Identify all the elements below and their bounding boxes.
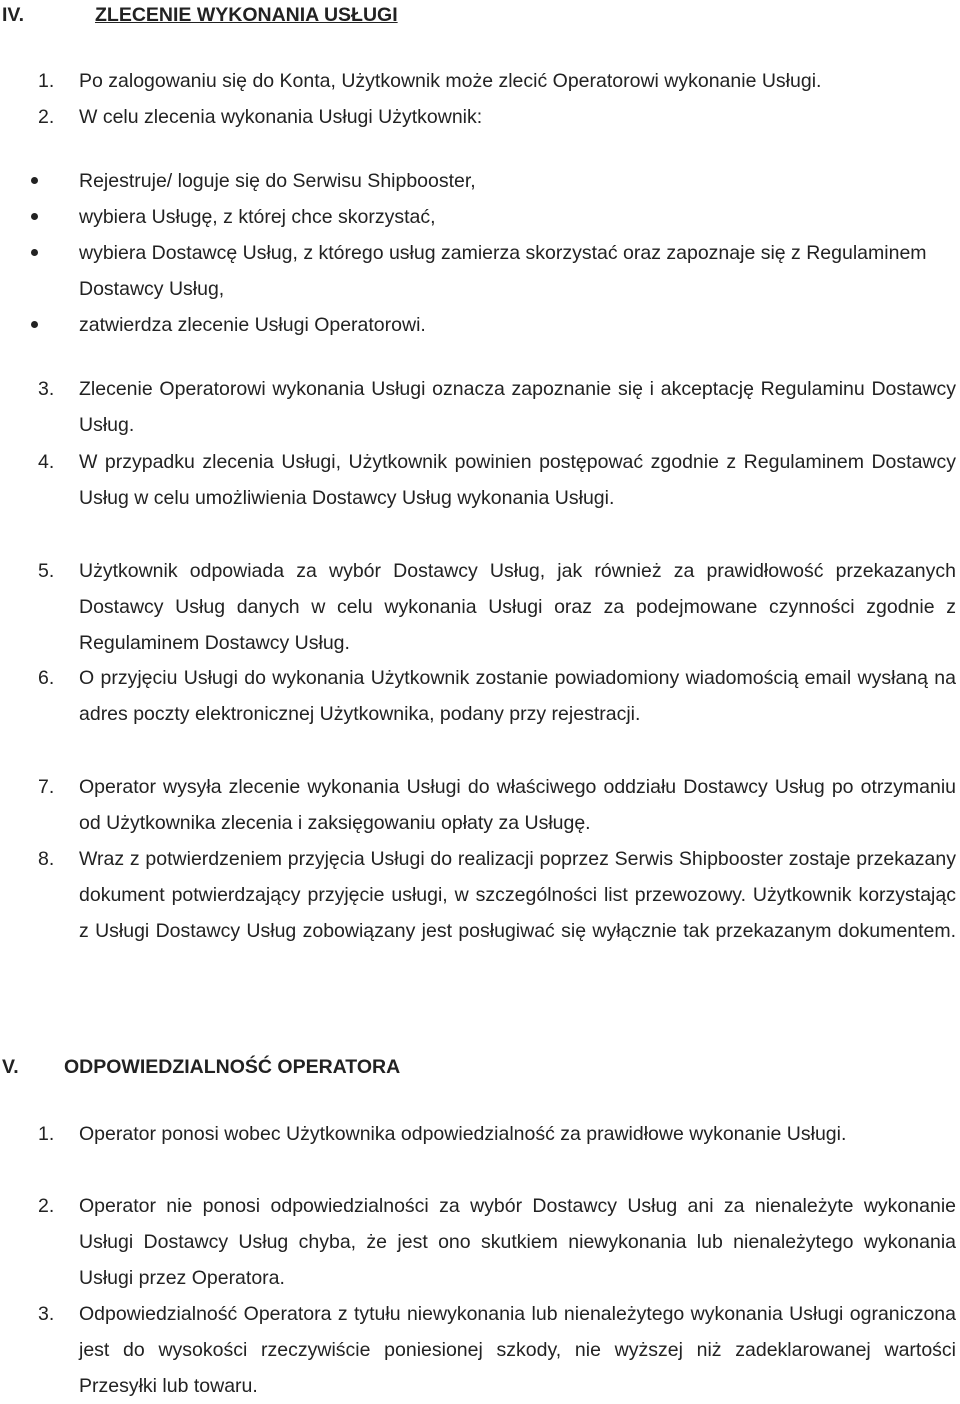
section-heading-v xyxy=(0,1052,400,1082)
item-number: 1. xyxy=(38,1123,55,1145)
item-number: 7. xyxy=(38,776,55,798)
item-text: Użytkownik odpowiada za wybór Dostawcy Usług, jak również za prawidłowość przekazanych Dostawcy Usług danych w celu wykonania Usługi oraz za podejmowane czynności zgodnie z Regulaminem Dostawcy Usług. xyxy=(79,560,956,654)
list-item xyxy=(38,660,956,732)
bullet-item xyxy=(0,235,960,307)
list-item xyxy=(38,841,956,949)
item-number: 2. xyxy=(38,106,55,128)
bullet-item xyxy=(0,163,960,199)
bullet-item xyxy=(0,199,960,235)
item-number: 6. xyxy=(38,667,55,689)
item-text: Po zalogowaniu się do Konta, Użytkownik może zlecić Operatorowi wykonanie Usługi. xyxy=(79,70,822,92)
list-item xyxy=(38,1296,956,1404)
bullet-text: wybiera Usługę, z której chce skorzystać, xyxy=(79,206,436,228)
item-number: 1. xyxy=(38,70,55,92)
bullet-list xyxy=(0,163,960,343)
list-item xyxy=(38,444,956,516)
bullet-dot-icon xyxy=(31,213,38,220)
bullet-text: zatwierdza zlecenie Usługi Operatorowi. xyxy=(79,314,426,336)
item-number: 4. xyxy=(38,451,55,473)
list-item xyxy=(38,553,956,661)
bullet-dot-icon xyxy=(31,249,38,256)
item-text: Zlecenie Operatorowi wykonania Usługi oznacza zapoznanie się i akceptację Regulaminu Dostawcy Usług. xyxy=(79,378,956,436)
item-text: O przyjęciu Usługi do wykonania Użytkownik zostanie powiadomiony wiadomością email wysłaną na adres poczty elektronicznej Użytkownika, podany przy rejestracji. xyxy=(79,667,956,725)
item-text: W przypadku zlecenia Usługi, Użytkownik powinien postępować zgodnie z Regulaminem Dostawcy Usług w celu umożliwienia Dostawcy Usług wykonania Usługi. xyxy=(79,451,956,509)
item-text: Wraz z potwierdzeniem przyjęcia Usługi do realizacji poprzez Serwis Shipbooster zostaje przekazany dokument potwierdzający przyjęcie usługi, w szczególności list przewozowy. Użytkownik korzystając z Usługi Dostawcy Usług zobowiązany jest posługiwać się wyłącznie tak przekazanym dokumentem. xyxy=(79,848,956,942)
list-item xyxy=(38,63,956,99)
bullet-text: Rejestruje/ loguje się do Serwisu Shipbooster, xyxy=(79,170,476,192)
bullet-item xyxy=(0,307,960,343)
item-number: 3. xyxy=(38,378,55,400)
section-title: ODPOWIEDZIALNOŚĆ OPERATORA xyxy=(64,1056,401,1078)
section-heading-iv xyxy=(0,0,398,30)
item-text: Operator nie ponosi odpowiedzialności za wybór Dostawcy Usług ani za nienależyte wykonanie Usługi Dostawcy Usług chyba, że jest ono skutkiem niewykonania lub nienależytego wykonania Usługi przez Operatora. xyxy=(79,1195,956,1289)
bullet-dot-icon xyxy=(31,177,38,184)
item-text: Operator ponosi wobec Użytkownika odpowiedzialność za prawidłowe wykonanie Usługi. xyxy=(79,1123,847,1145)
section-number: V. xyxy=(2,1056,19,1078)
item-text: Operator wysyła zlecenie wykonania Usługi do właściwego oddziału Dostawcy Usług po otrzymaniu od Użytkownika zlecenia i zaksięgowaniu opłaty za Usługę. xyxy=(79,776,956,834)
list-item xyxy=(38,1116,956,1152)
item-text: Odpowiedzialność Operatora z tytułu niewykonania lub nienależytego wykonania Usługi ograniczona jest do wysokości rzeczywiście poniesionej szkody, nie wyższej niż zadeklarowanej wartości Przesyłki lub towaru. xyxy=(79,1303,956,1397)
item-number: 3. xyxy=(38,1303,55,1325)
section-title: ZLECENIE WYKONANIA USŁUGI xyxy=(95,4,398,26)
item-number: 2. xyxy=(38,1195,55,1217)
list-item xyxy=(38,99,956,135)
list-item xyxy=(38,371,956,443)
section-number: IV. xyxy=(2,4,25,26)
bullet-text: wybiera Dostawcę Usług, z którego usług zamierza skorzystać oraz zapoznaje się z Regulaminem Dostawcy Usług, xyxy=(79,242,927,300)
item-number: 8. xyxy=(38,848,55,870)
bullet-dot-icon xyxy=(31,321,38,328)
item-number: 5. xyxy=(38,560,55,582)
list-item xyxy=(38,1188,956,1296)
list-item xyxy=(38,769,956,841)
item-text: W celu zlecenia wykonania Usługi Użytkownik: xyxy=(79,106,483,128)
